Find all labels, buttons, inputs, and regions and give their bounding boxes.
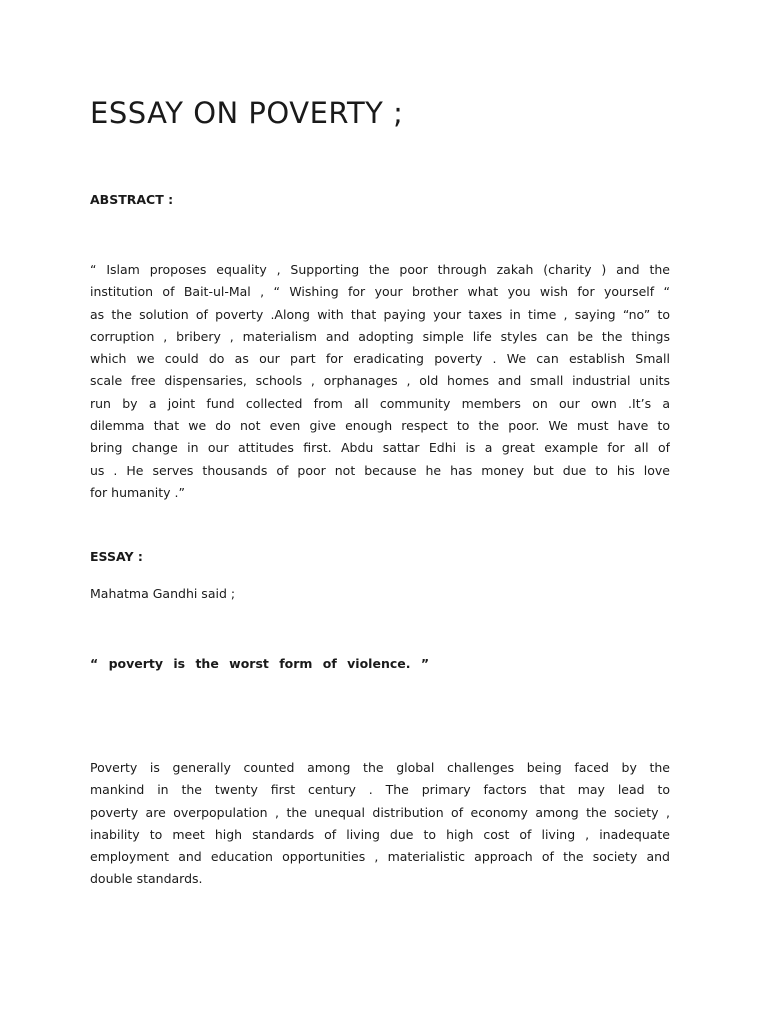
poverty-line: inability to meet high standards of living due to high cost of living , inadequate [90,826,670,842]
poverty-line: mankind in the twenty first century . The primary factors that may lead to [90,782,670,798]
abstract-line: dilemma that we do not even give enough respect to the poor. We must have to [90,418,670,434]
abstract-heading: ABSTRACT : [90,192,174,207]
poverty-line: employment and education opportunities , materialistic approach of the society and [90,849,670,865]
abstract-line: corruption , bribery , materialism and adopting simple life styles can be the things [90,328,670,344]
abstract-line: bring change in our attitudes first. Abdu sattar Edhi is a great example for all of [90,440,670,456]
abstract-line: institution of Bait-ul-Mal , “ Wishing for your brother what you wish for yourself “ [90,284,670,300]
abstract-line: us . He serves thousands of poor not because he has money but due to his love [90,462,670,478]
poverty-paragraph [90,757,670,891]
gandhi-quote: “ poverty is the worst form of violence. ” [90,656,430,671]
abstract-line: “ Islam proposes equality , Supporting the poor through zakah (charity ) and the [90,262,670,277]
abstract-line: which we could do as our part for eradicating poverty . We can establish Small [90,351,670,367]
poverty-line: poverty are overpopulation , the unequal distribution of economy among the society , [90,804,670,820]
poverty-line: Poverty is generally counted among the global challenges being faced by the [90,760,670,775]
abstract-line: for humanity .” [90,484,185,500]
gandhi-attribution: Mahatma Gandhi said ; [90,586,236,601]
essay-heading: ESSAY : [90,549,143,564]
abstract-line: run by a joint fund collected from all community members on our own .It’s a [90,395,670,411]
document-title: ESSAY ON POVERTY ; [90,96,404,130]
poverty-line: double standards. [90,871,203,887]
abstract-paragraph [90,259,670,504]
abstract-line: scale free dispensaries, schools , orphanages , old homes and small industrial units [90,373,670,389]
abstract-line: as the solution of poverty .Along with that paying your taxes in time , saying “no” to [90,306,670,322]
